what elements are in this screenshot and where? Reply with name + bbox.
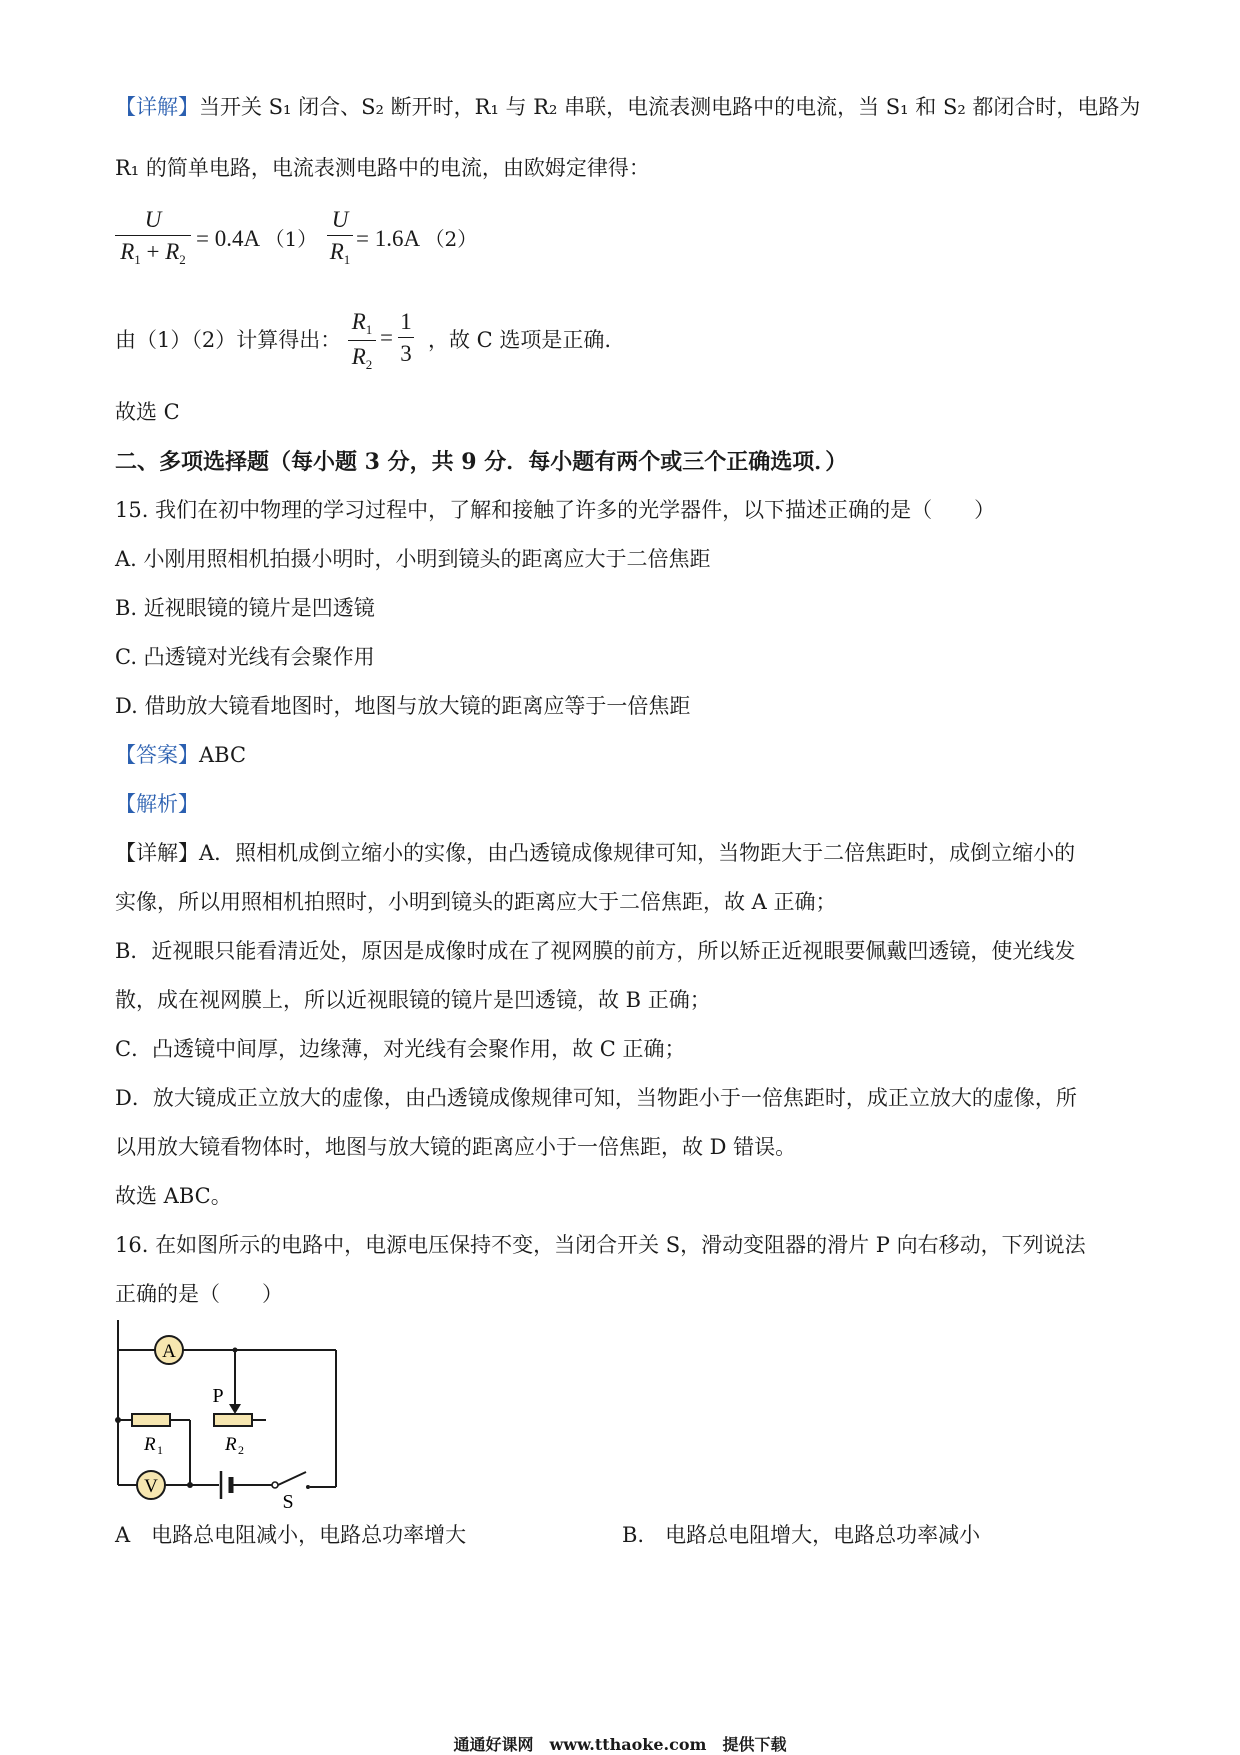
r1-label: R [144,1434,156,1455]
ratio-suffix: ，故 C 选项是正确. [428,328,612,352]
equation-2-rhs: = 1.6A （2） [356,226,478,251]
equation-1-denominator: $R_1 + R_2$ [120,239,186,267]
q15-detail-line-6: D．放大镜成正立放大的虚像，由凸透镜成像规律可知，当物距小于一倍焦距时，成正立放大的虚像，所 [115,1086,1077,1110]
q15-option-d: D. 借助放大镜看地图时，地图与放大镜的距离应等于一倍焦距 [115,694,691,718]
detail-text: 当开关 S₁ 闭合、S₂ 断开时，R₁ 与 R₂ 串联，电流表测电路中的电流，当 S₁ 和 S₂ 都闭合时，电路为 [199,95,1141,119]
ratio-left-fraction: $R_1$ $R_2$ [348,310,376,371]
q16-stem-line-1: 16. 在如图所示的电路中，电源电压保持不变，当闭合开关 S，滑动变阻器的滑片 P 向右移动，下列说法 [115,1233,1086,1257]
answer-14: 故选 C [115,400,180,424]
q16-option-a: A 电路总电阻减小，电路总功率增大 [115,1523,467,1547]
r2-subscript: 2 [238,1443,244,1457]
q15-detail-line-2: 实像，所以用照相机拍照时，小明到镜头的距离应大于二倍焦距，故 A 正确； [115,890,837,914]
q15-conclusion: 故选 ABC。 [115,1184,232,1208]
ratio-equals: = [380,325,393,350]
equation-2-fraction [327,208,353,266]
q15-option-c: C. 凸透镜对光线有会聚作用 [115,645,375,669]
equation-2-numerator: U [331,207,349,232]
detail-tag: 【详解】 [115,95,199,119]
switch-label: S [282,1491,294,1510]
q15-detail-line-1: 【详解】A．照相机成倒立缩小的实像，由凸透镜成像规律可知，当物距大于二倍焦距时，成倒立缩小的 [115,841,1076,865]
r1-subscript: 1 [157,1443,163,1457]
resistor-r1 [132,1414,170,1426]
ratio-prefix: 由（1）（2）计算得出： [115,328,342,352]
q15-option-b: B. 近视眼镜的镜片是凹透镜 [115,596,375,620]
slider-arrow-icon [229,1404,241,1414]
detail-line-2: R₁ 的简单电路，电流表测电路中的电流，由欧姆定律得： [115,156,650,180]
equation-2-denominator: $R_1$ [329,239,351,267]
q15-detail-line-4: 散，成在视网膜上，所以近视眼镜的镜片是凹透镜，故 B 正确； [115,988,711,1012]
q15-analysis-tag: 【解析】 [115,792,199,816]
q16-stem-line-2: 正确的是（ ） [115,1282,283,1306]
q15-detail-line-3: B．近视眼只能看清近处，原因是成像时成在了视网膜的前方，所以矫正近视眼要佩戴凹透镜，使光线发 [115,939,1076,963]
q15-detail-line-7: 以用放大镜看物体时，地图与放大镜的距离应小于一倍焦距，故 D 错误。 [115,1135,797,1159]
equation-1-numerator: U [144,207,162,232]
equation-1-rhs: = 0.4A （1） [196,226,318,251]
q15-answer: 【答案】ABC [115,743,247,767]
r2-label: R [225,1434,237,1455]
circuit-diagram [100,1320,350,1510]
rheostat-r2 [214,1414,252,1426]
q15-detail-line-5: C．凸透镜中间厚，边缘薄，对光线有会聚作用，故 C 正确； [115,1037,686,1061]
q15-stem: 15. 我们在初中物理的学习过程中，了解和接触了许多的光学器件，以下描述正确的是（ ） [115,498,996,522]
slider-label: P [212,1385,224,1407]
ratio-right-fraction: 1 3 [398,310,414,365]
section-2-title: 二、多项选择题（每小题 3 分，共 9 分．每小题有两个或三个正确选项．） [115,449,848,475]
equation-1-fraction [115,208,191,266]
detail-line-1 [115,97,1140,118]
page-footer: 通通好课网 www.tthaoke.com 提供下载 [453,1735,787,1754]
voltmeter-label: V [144,1476,158,1497]
q16-option-b: B. 电路总电阻增大，电路总功率减小 [622,1523,981,1547]
q15-option-a: A. 小刚用照相机拍摄小明时，小明到镜头的距离应大于二倍焦距 [115,547,711,571]
ammeter-label: A [162,1341,176,1362]
